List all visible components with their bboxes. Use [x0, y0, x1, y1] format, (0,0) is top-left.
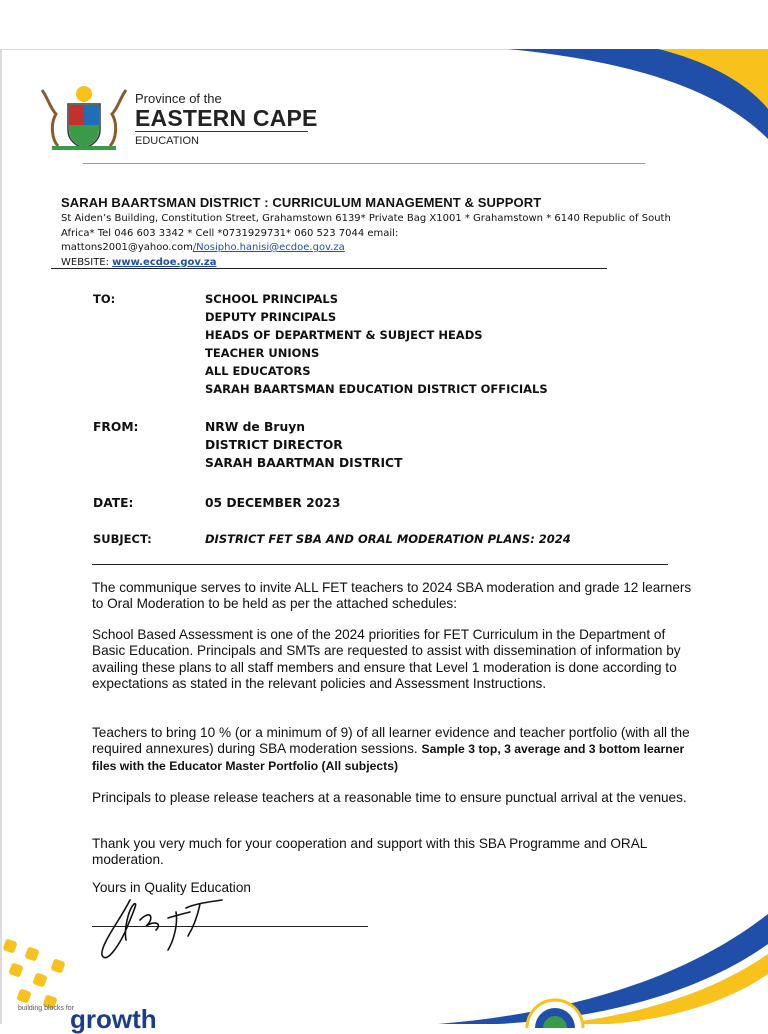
address-line-2 [61, 227, 671, 256]
page-edge [0, 49, 2, 1024]
date-value: 05 DECEMBER 2023 [205, 496, 341, 510]
to-line: SARAH BAARTSMAN EDUCATION DISTRICT OFFICIALS [205, 382, 548, 396]
evidence-text: Teachers to bring 10 % (or a minimum of 9) of all learner evidence and teacher portfolio (with all the required annexures) during SBA moderation sessions. [92, 725, 690, 757]
brand-name: EASTERN CAPE [135, 105, 318, 131]
to-line: TEACHER UNIONS [205, 346, 320, 360]
from-line: DISTRICT DIRECTOR [205, 438, 343, 452]
header-swoosh-graphic [508, 49, 768, 139]
address-line-1: St Aiden’s Building, Constitution Street, Grahamstown 6139* Private Bag X1001 * Grahamstown * 6140 Republic of South [61, 213, 671, 224]
to-line: ALL EDUCATORS [205, 364, 311, 378]
from-line: NRW de Bruyn [205, 420, 305, 434]
from-sender [205, 418, 402, 472]
header-divider [83, 163, 645, 164]
viewer-top-margin [0, 0, 768, 50]
subject-divider [92, 564, 668, 565]
paragraph-evidence [92, 725, 692, 774]
subject-label: SUBJECT: [93, 532, 152, 546]
date-value-wrap [205, 494, 340, 512]
brand-underline [135, 131, 308, 132]
brand-province-line: Province of the [135, 91, 222, 106]
brand-block [135, 92, 318, 148]
from-label: FROM: [93, 420, 139, 434]
subject-value: DISTRICT FET SBA AND ORAL MODERATION PLANS: 2024 [205, 532, 571, 546]
paragraph-release: Principals to please release teachers at a reasonable time to ensure punctual arrival at the venues. [92, 790, 687, 805]
signature-graphic [90, 890, 240, 965]
to-line: HEADS OF DEPARTMENT & SUBJECT HEADS [205, 328, 483, 342]
district-title: SARAH BAARTSMAN DISTRICT : CURRICULUM MANAGEMENT & SUPPORT [61, 195, 542, 210]
paragraph-sba-priority: School Based Assessment is one of the 2024 priorities for FET Curriculum in the Department of Basic Education. Principals and SMTs are requested to assist with dissemination of information by availing these plans to all staff members and ensure that Level 1 moderation is done according to expectations as stated in the relevant policies and Assessment Instructions. [92, 627, 681, 691]
website-link[interactable]: www.ecdoe.gov.za [112, 256, 217, 268]
footer-tagline: building blocks for [18, 1005, 75, 1012]
paragraph-thanks: Thank you very much for your cooperation and support with this SBA Programme and ORAL moderation. [92, 836, 647, 868]
website-label: WEBSITE: [61, 256, 113, 268]
footer-growth-word: growth [70, 1004, 157, 1034]
paragraph-invitation: The communique serves to invite ALL FET teachers to 2024 SBA moderation and grade 12 learners to Oral Moderation to be held as per the attached schedules: [92, 580, 692, 612]
to-recipients [205, 290, 548, 398]
brand-dept: EDUCATION [135, 135, 199, 147]
subject-value-wrap [205, 530, 571, 548]
closing-line: Yours in Quality Education [92, 880, 251, 895]
evidence-sample-text: Sample 3 top, 3 average and 3 bottom learner files with the Educator Master Portfolio (All subjects) [92, 742, 685, 773]
from-line: SARAH BAARTMAN DISTRICT [205, 456, 403, 470]
address-divider [51, 268, 607, 269]
coat-of-arms-logo [38, 84, 130, 154]
email-link[interactable]: /Nosipho.hanisi@ecdoe.gov.za [192, 242, 345, 253]
date-label: DATE: [93, 496, 134, 510]
address-block [61, 212, 671, 270]
to-line: SCHOOL PRINCIPALS [205, 292, 339, 306]
to-label: TO: [93, 292, 116, 306]
address-contacts: Africa* Tel 046 603 3342 * Cell *0731929731* 060 523 7044 email: mattons2001@yahoo.com [61, 227, 399, 253]
to-line: DEPUTY PRINCIPALS [205, 310, 337, 324]
footer-swoosh-graphic [438, 904, 768, 1024]
